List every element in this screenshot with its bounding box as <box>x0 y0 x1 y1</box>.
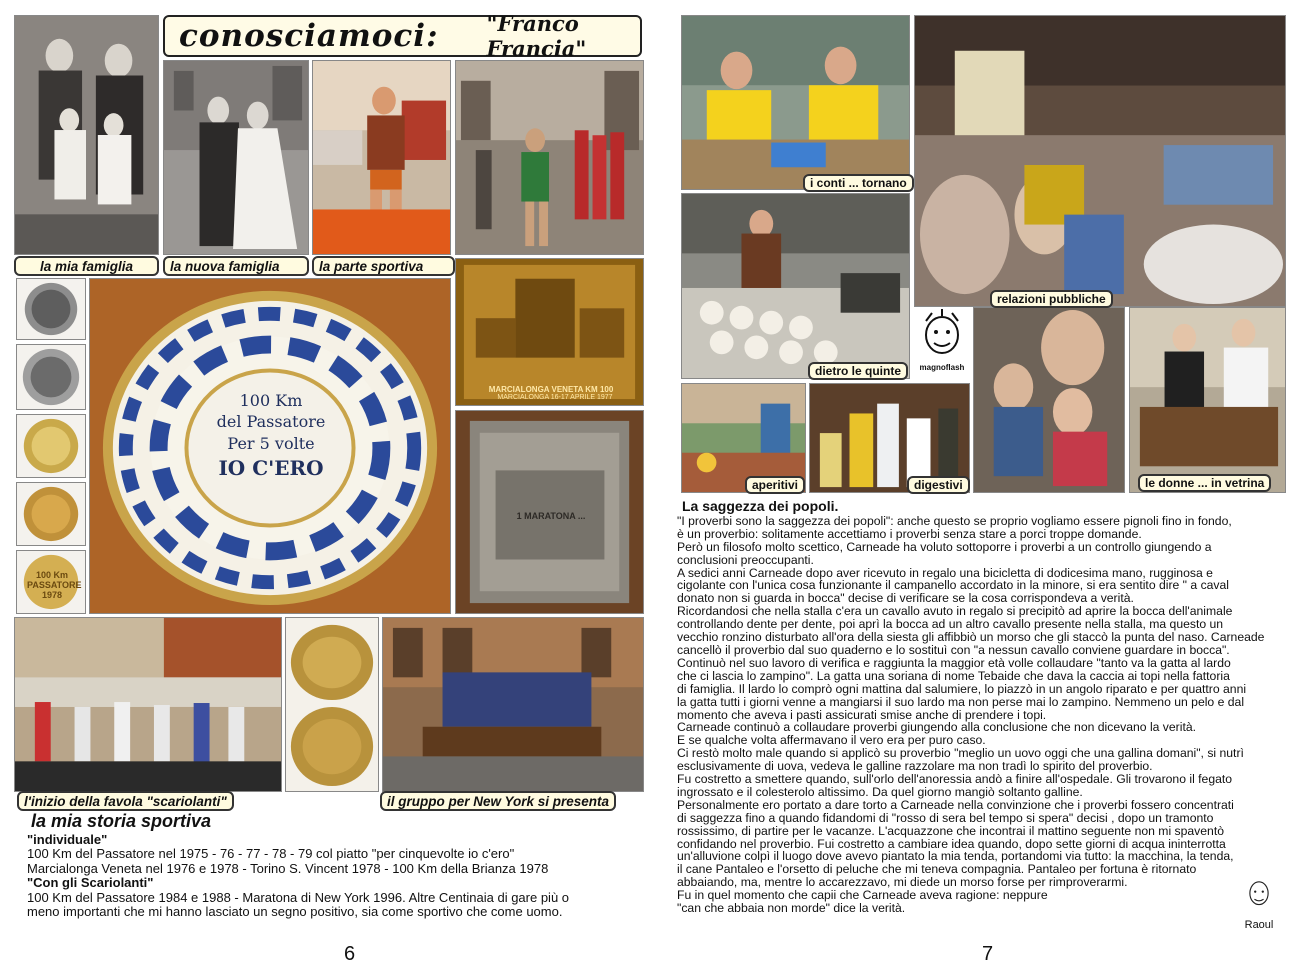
sport-story <box>27 811 637 920</box>
article-line: il cane Pantaleo e l'orsetto di peluche che mi teneva compagnia. Pantaleo per fortuna è ritornato <box>677 862 1197 877</box>
caption-aperitifs: aperitivi <box>745 476 805 494</box>
photo-plate <box>89 278 451 614</box>
story-group-line-2: meno importanti che mi hanno lasciato un segno positivo, sia come sportivo che come uomo. <box>27 904 563 919</box>
photo-medal-2 <box>16 344 86 410</box>
photo-gold-plaque <box>455 258 644 406</box>
article-line: di famiglia. Il lardo lo comprò ogni mattina dal salumiere, lo piazzò in un angolo riparato e per quattro anni <box>677 681 1247 696</box>
article-line: Carneade continuò a collaudare proverbi giungendo alla conclusione che non dicevano la verità. <box>677 720 1196 735</box>
caption-sport: la parte sportiva <box>312 256 455 276</box>
article-line: vecchio ronzino disturbato all'ora della siesta gli affibbiò un morso che gli staccò la punta del naso. Carneade <box>677 630 1265 645</box>
story-group-line-1: 100 Km del Passatore 1984 e 1988 - Maratona di New York 1996. Altre Centinaia di gare più o <box>27 889 570 905</box>
article-line: "can che abbaia non morde" dice la verità. <box>677 901 906 916</box>
article-line: donato non si guarda in bocca" decise di verificare se la cosa corrispondeva a verità. <box>677 591 1134 606</box>
photo-bronze-medals <box>285 617 379 792</box>
caption-women: le donne ... in vetrina <box>1138 474 1271 492</box>
article-line: che ci lascia lo zampino". La gatta una soriana di nome Tebaide che dava la caccia ai topi nella fattoria <box>677 668 1230 683</box>
article-line: un'alluvione colpì il luogo dove avevo piantato la mia tenda, portandomi via tutto: la macchina, la tenda, <box>677 849 1234 864</box>
article-line: abbaiando, ma, mentre lo accarezzavo, mi diede un morso forse per rimproverarmi. <box>677 875 1128 890</box>
author-name: Raoul <box>1244 919 1274 931</box>
article-line: Ricordandosi che nella stalla c'era un cavallo avuto in regalo si precipitò ad aprire la bocca dell'animale <box>677 604 1233 619</box>
caption-group: il gruppo per New York si presenta <box>380 791 616 811</box>
article-line: la gatta tutti i giorni venne a mangiarsi il suo lardo ma non perse mai lo zampino. Nemmeno un pelo e dal <box>677 694 1245 709</box>
photo-medal-3 <box>16 414 86 478</box>
plate-inscription <box>191 391 351 481</box>
article-line: confidando nel proverbio. Fui costretto a cambiare idea quando, dopo sette giorni di acqua ininterrotta <box>677 836 1226 851</box>
photo-runner <box>312 60 451 255</box>
article-line: E se qualche volta affermavano il vero era per puro caso. <box>677 733 986 748</box>
caption-accounts: i conti ... tornano <box>803 174 914 192</box>
photo-dinner-hall <box>914 15 1286 307</box>
photo-accounts <box>681 15 910 190</box>
article-line: conclusioni preoccupanti. <box>677 552 814 567</box>
article-title: La saggezza dei popoli. <box>682 498 839 514</box>
caption-backstage: dietro le quinte <box>808 362 908 380</box>
story-group-label: "Con gli Scariolanti" <box>27 875 154 890</box>
caption-new-family: la nuova famiglia <box>163 256 309 276</box>
plate-line-3: Per 5 volte <box>227 434 315 453</box>
article-line: di saggezza fino a quando fidandomi di "rosso di sera bel tempo si spera" decisi , dopo un tramonto <box>677 810 1214 825</box>
story-individual-line-2: Marcialonga Veneta nel 1976 e 1978 - Torino S. Vincent 1978 - 100 Km della Brianza 1978 <box>27 860 549 876</box>
plaque-date: MARCIALONGA 16-17 APRILE 1977 <box>497 394 613 401</box>
author-signature <box>1235 878 1283 931</box>
article-line: Fu costretto a smettere quando, sull'orlo dell'anoressia andò a finire all'ospedale. Gli trovarono il fegato <box>677 772 1233 787</box>
caption-digestives: digestivi <box>907 476 970 494</box>
story-individual-label: "individuale" <box>27 831 108 847</box>
caption-pr: relazioni pubbliche <box>990 290 1113 308</box>
article-line: Fu in quel momento che capii che Carneade aveva ragione: neppure <box>677 888 1048 903</box>
article-line: momento che aveva i pasti assicurati smise anche di prendere i topi. <box>677 707 1047 722</box>
page-title: conosciamoci: <box>179 18 439 54</box>
article-line: rossissimo, di partire per le vacanze. L'acquazzone che incontrai il mattino seguente non mi spaventò <box>677 823 1224 838</box>
photo-caricature <box>914 307 970 380</box>
article-line: esclusivamente di uova, vedeva le galline razzolare ma non tradì lo spirito del proverbio. <box>677 759 1153 774</box>
photo-family <box>14 15 159 255</box>
page-number-left: 6 <box>344 943 356 965</box>
plaque-race-shirt: 1 MARATONA ... <box>516 511 586 521</box>
medal-text: 100 Km PASSATORE 1978 <box>27 570 82 600</box>
article-line: Personalmente ero portato a dare torto a Carneade nella convinzione che i proverbi fossero concentrati <box>677 797 1234 812</box>
photo-new-family <box>163 60 309 255</box>
photo-medal-5 <box>16 550 86 614</box>
article-line: cancellò il proverbio dal suo quaderno e lo sostituì con "a nessun cavallo conviene guardare in bocca". <box>677 642 1230 657</box>
article-line: ingrossato e il colesterolo altissimo. Da quel giorno mangiò soltanto galline. <box>677 784 1083 799</box>
story-heading: la mia storia sportiva <box>31 811 212 831</box>
photo-silver-plaque <box>455 410 644 614</box>
header-title-box <box>163 11 642 61</box>
author-portrait-icon <box>1235 878 1283 916</box>
plaque-text: MARCIALONGA VENETA KM 100 <box>488 385 614 394</box>
photo-medal-1 <box>16 278 86 340</box>
article-line: Continuò nel suo lavoro di verifica e raggiunta la maggior età volle collaudare "tanto va la gatta al lardo <box>677 655 1231 670</box>
photo-backstage <box>681 193 910 379</box>
caricature-credit: magnoflash <box>919 363 965 372</box>
photo-women-table <box>973 307 1125 493</box>
plate-line-1: 100 Km <box>239 391 303 410</box>
article-proverbs <box>677 500 1289 915</box>
article-line: "I proverbi sono la saggezza dei popoli": anche questo se proprio vogliamo essere pignoli fino in fondo, <box>677 513 1232 528</box>
plate-line-4: IO C'ERO <box>218 456 324 480</box>
page-number-right: 7 <box>982 943 994 965</box>
article-line: è un proverbio: solitamente accettiamo i proverbi senza stare a porci troppe domande. <box>677 526 1142 541</box>
article-line: controllando dente per dente, poi aprì la bocca ad un altro cavallo presente nella stalla, ma questo un <box>677 617 1224 632</box>
caption-fable: l'inizio della favola "scariolanti" <box>17 791 234 811</box>
article-line: A sedici anni Carneade dopo aver ricevuto in regalo una bicicletta di dodicesima mano, rugginosa e <box>677 565 1213 580</box>
photo-street-race <box>455 60 644 255</box>
caption-family: la mia famiglia <box>14 256 159 276</box>
photo-medal-4 <box>16 482 86 546</box>
article-line: Ci restò molto male quando si applicò su proverbio "meglio un uovo oggi che una gallina domani", si nutrì <box>677 746 1244 761</box>
photo-scariolanti-start <box>14 617 282 792</box>
subject-name: "Franco Francia" <box>486 11 587 61</box>
plate-line-2: del Passatore <box>216 412 326 431</box>
story-individual-line-1: 100 Km del Passatore nel 1975 - 76 - 77 - 78 - 79 col piatto "per cinquevolte io c'ero" <box>27 846 515 861</box>
photo-two-women <box>1129 307 1286 493</box>
article-line: cigolante con l'unica cosa funzionante il campanello accordato in la minore, si era sentito dire " a caval <box>677 578 1230 593</box>
article-line: Però un filosofo molto scettico, Carneade ha voluto sottoporre i proverbi a un controllo giungendo a <box>677 539 1212 554</box>
photo-group-new-york <box>382 617 644 792</box>
